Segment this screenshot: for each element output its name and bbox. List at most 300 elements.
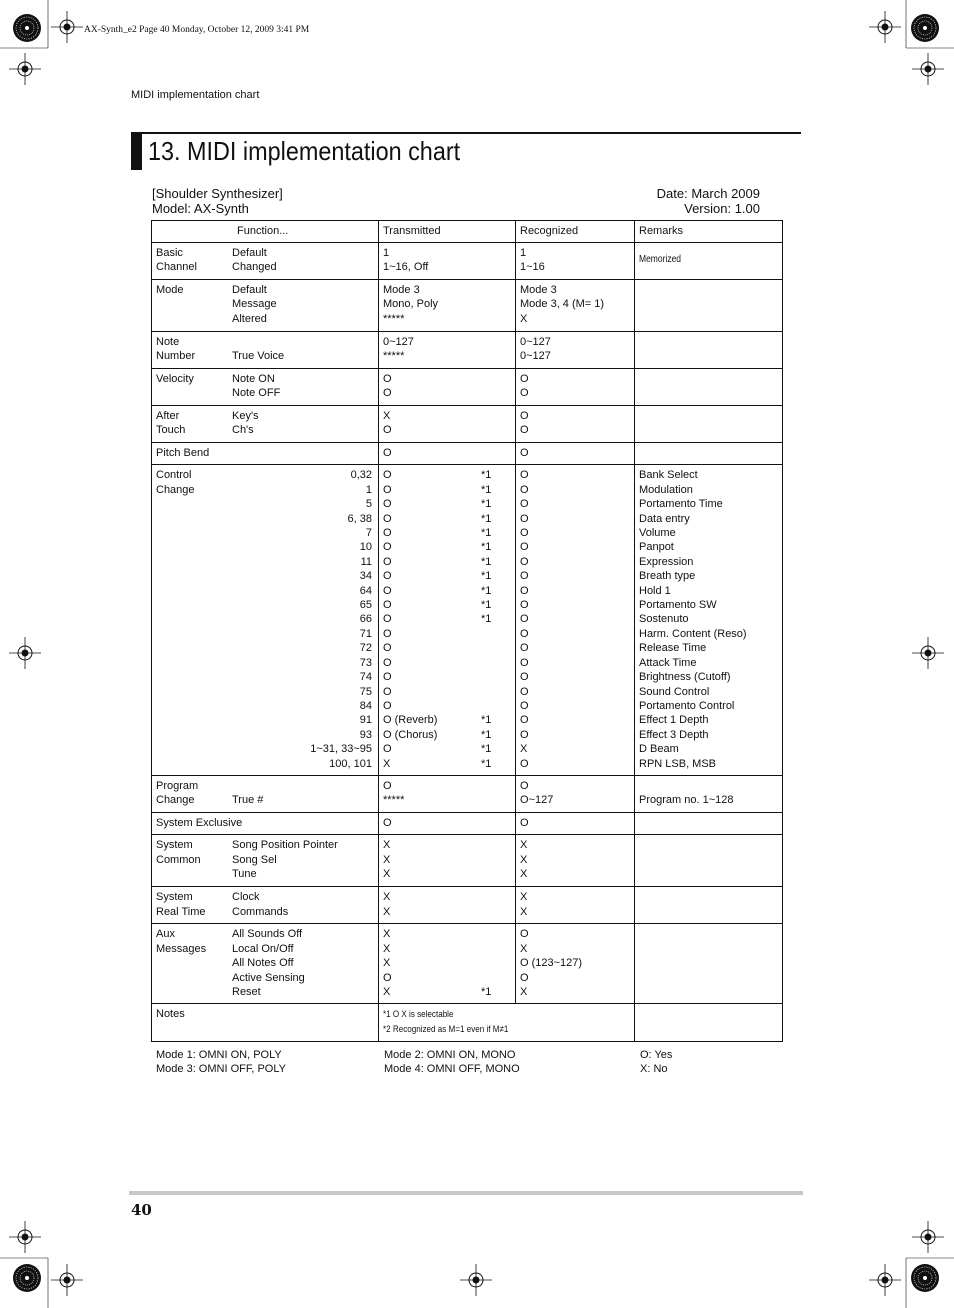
row-label: Number [156,350,196,363]
rx-value: O [520,527,529,540]
rx-value: O [520,387,529,400]
tx-value: O [383,656,392,669]
meta-left [152,186,283,216]
system-common-tx [379,835,516,887]
remark-text: Program no. 1~128 [639,794,734,807]
row-sublabel: Changed [232,261,277,274]
tx-note [481,641,511,655]
table-row [152,835,783,887]
tx-value: ***** [383,350,405,363]
cc-labels [156,468,232,771]
rx-value: O [520,699,529,712]
tx-note: *1 [481,555,492,568]
basic-channel-tx [379,243,516,280]
note-number-rx [516,332,635,369]
tx-note: *1 [481,469,492,482]
remark-text: Volume [639,527,676,540]
tx-value: X [383,942,391,955]
tx-value: 1~16, Off [383,261,429,274]
note-line: *1 O X is selectable [383,1009,454,1021]
model-name: Model: AX-Synth [152,201,249,216]
table-row [152,406,783,443]
tx-value: X [383,839,391,852]
tx-value: Mono, Poly [383,298,439,311]
tx-value: Mode 3 [383,284,420,296]
notes-remarks [635,1004,783,1042]
remark-text: RPN LSB, MSB [639,757,717,770]
note-number-function [152,332,379,369]
tx-value: O [383,373,392,385]
rx-value: O [520,498,529,511]
system-exclusive-tx: O [379,812,516,834]
cc-number: 75 [359,685,372,698]
remark-text: Memorized [639,254,682,266]
tx-note: *1 [481,570,492,583]
cc-number: 71 [359,627,372,640]
tx-note: *1 [481,599,492,612]
control-change-rx [516,465,635,776]
remark-text: Brightness (Cutoff) [639,671,731,684]
rx-value: X [520,839,528,852]
row-sublabel: Default [232,284,267,296]
cc-number: 84 [359,699,372,712]
cc-tx-line [383,512,511,526]
row-label: Aux [156,928,175,941]
row-sublabel: Commands [232,905,289,918]
after-touch-remarks [635,406,783,443]
row-sublabel: Reset [232,985,261,998]
cc-tx-line [383,468,511,482]
title-bar [131,132,801,170]
cc-tx-line [383,612,511,626]
aux-messages-tx [379,924,516,1004]
tx-value: O [383,642,392,655]
row-label [156,867,232,881]
program-change-rx [516,775,635,812]
row-label [156,297,232,311]
cc-number: 11 [360,555,372,568]
tx-value: ***** [383,794,405,807]
control-change-tx [379,465,516,776]
row-sublabel: Local On/Off [232,942,294,955]
pitch-bend-rx: O [516,443,635,465]
rx-value: O [520,373,529,385]
pitch-bend-tx: O [379,443,516,465]
tx-note: *1 [481,512,492,525]
cc-number: 65 [359,599,372,612]
remark-text: Panpot [639,541,674,554]
table-header-row [152,221,783,243]
rx-value: X [520,312,528,325]
tx-value: O [383,527,392,540]
row-sublabel: Default [232,247,267,259]
remark-text: Data entry [639,512,690,525]
system-realtime-rx [516,887,635,924]
cc-tx-line [383,685,511,699]
cc-number: 10 [359,541,372,554]
tx-value: O [383,627,392,640]
tx-value: X [383,905,391,918]
rx-value: O [520,613,529,626]
rx-value: O [520,570,529,583]
row-label: Control [156,469,192,482]
rx-value: O [520,928,529,941]
rx-value: O [520,728,529,741]
system-common-remarks [635,835,783,887]
cc-tx-line [383,742,511,756]
velocity-function [152,369,379,406]
cc-tx-line [383,627,511,641]
cc-number: 34 [359,570,372,583]
tx-value: O (Reverb) [383,714,438,727]
velocity-remarks [635,369,783,406]
tx-value: X [383,928,391,941]
tx-value: O [383,541,392,554]
after-touch-rx [516,406,635,443]
rx-value: 0~127 [520,336,551,348]
tx-value: X [383,410,391,422]
cc-tx-line [383,713,511,727]
midi-implementation-table [151,220,783,1042]
cc-tx-line [383,757,511,771]
velocity-tx [379,369,516,406]
cc-number: 6, 38 [347,512,372,525]
tx-value: X [383,985,391,998]
mode-legend-col2 [384,1048,520,1077]
row-label [156,985,232,999]
remark-text: Harm. Content (Reso) [639,627,747,640]
cc-tx-line [383,526,511,540]
cc-number: 74 [359,671,372,684]
cc-tx-line [383,584,511,598]
row-label: Basic [156,247,183,259]
program-change-tx [379,775,516,812]
rx-value: X [520,905,528,918]
rx-value: O [520,642,529,655]
remark-text: Hold 1 [639,584,671,597]
table-row [152,812,783,834]
row-label: System [156,891,193,904]
tx-value: O [383,743,392,756]
tx-note: *1 [481,714,492,727]
row-sublabel [232,779,374,793]
tx-note: *1 [481,541,492,554]
tx-value: O [383,483,392,496]
tx-note [481,656,511,670]
tx-note: *1 [481,584,492,597]
rx-value: Mode 3 [520,284,557,296]
rx-value: O [520,714,529,727]
cc-tx-line [383,670,511,684]
mode-1-text: Mode 1: OMNI ON, POLY [156,1049,282,1061]
tx-note [481,670,511,684]
tx-note [481,956,511,970]
tx-note: *1 [481,527,492,540]
tx-value: O [383,613,392,626]
row-sublabel: Note OFF [232,387,281,400]
row-label: Change [156,794,195,807]
system-common-function [152,835,379,887]
row-label: Note [156,336,180,348]
rx-value: X [520,743,528,756]
row-label: Velocity [156,373,194,385]
table-row [152,243,783,280]
row-sublabel: All Notes Off [232,957,294,970]
cc-number: 91 [359,714,372,727]
system-exclusive-remarks [635,812,783,834]
cc-number: 7 [365,527,372,540]
cc-tx-line [383,483,511,497]
mode-rx [516,280,635,332]
cc-number: 93 [359,728,372,741]
control-change-remarks [635,465,783,776]
rx-value: O~127 [520,794,554,807]
remark-text: Effect 1 Depth [639,714,709,727]
cc-number: 64 [359,584,372,597]
table-row [152,924,783,1004]
rx-value: O [520,469,529,482]
row-label: Touch [156,424,186,437]
row-label [156,971,232,985]
mode-3-text: Mode 3: OMNI OFF, POLY [156,1063,286,1076]
program-change-remarks [635,775,783,812]
tx-note: *1 [481,743,492,756]
row-sublabel: Tune [232,868,257,881]
rx-value: 1~16 [520,261,545,274]
rx-value: O [520,541,529,554]
row-label: System [156,839,193,852]
rx-value: O [520,656,529,669]
remark-text: Expression [639,555,694,568]
rx-value: 1 [520,247,527,259]
remark-text: Attack Time [639,656,697,669]
table-row [152,443,783,465]
note-number-tx [379,332,516,369]
system-common-rx [516,835,635,887]
row-sublabel: Note ON [232,373,275,385]
tx-value: 0~127 [383,336,414,348]
remark-text: Modulation [639,483,693,496]
aux-messages-rx [516,924,635,1004]
cc-number: 1 [365,483,372,496]
basic-channel-rx [516,243,635,280]
rx-value: O [520,599,529,612]
remark-text: Portamento SW [639,599,717,612]
rx-value: O [520,685,529,698]
rx-value: X [520,853,528,866]
tx-note: *1 [481,613,492,626]
table-row [152,887,783,924]
tx-note [481,971,511,985]
chart-version: Version: 1.00 [684,201,760,216]
tx-note [481,927,511,941]
cc-tx-line [383,598,511,612]
row-sublabel: Altered [232,312,267,325]
row-sublabel: Ch's [232,424,254,437]
aux-messages-remarks [635,924,783,1004]
row-label: Program [156,779,199,792]
notes-text [379,1004,635,1042]
remark-text: Sostenuto [639,613,689,626]
rx-value: X [520,891,528,904]
notes-label: Notes [152,1004,379,1042]
remark-text: Portamento Time [639,498,723,511]
row-label [156,312,232,326]
table-row [152,465,783,776]
tx-value: O [383,424,392,437]
tx-note: *1 [481,728,492,741]
cc-tx-line [383,656,511,670]
tx-note [481,627,511,641]
tx-value: O [383,671,392,684]
row-label [156,956,232,970]
remark-text: Portamento Control [639,699,735,712]
mode-4-text: Mode 4: OMNI OFF, MONO [384,1063,520,1076]
row-label: Change [156,483,195,496]
tx-value: O [383,971,392,984]
header-transmitted: Transmitted [379,221,516,243]
tx-value: O [383,570,392,583]
tx-note: *1 [481,483,492,496]
row-label: Channel [156,261,197,274]
page-number: 40 [131,1201,152,1219]
row-sublabel [232,335,374,349]
row-sublabel: Song Position Pointer [232,839,338,852]
cc-tx-line [383,728,511,742]
print-info: AX-Synth_e2 Page 40 Monday, October 12, 2009 3:41 PM [84,25,310,35]
cc-number: 73 [359,656,372,669]
row-sublabel: Song Sel [232,853,277,866]
tx-value: X [383,757,391,770]
cc-number: 100, 101 [329,757,372,770]
row-label: Messages [156,942,207,955]
rx-value: X [520,942,528,955]
table-row [152,775,783,812]
tx-value: O [383,599,392,612]
rx-value: O [520,971,529,984]
tx-value: X [383,868,391,881]
rx-value: X [520,985,528,998]
tx-value: X [383,853,391,866]
basic-channel-function [152,243,379,280]
row-sublabel: Active Sensing [232,971,305,984]
system-exclusive-rx: O [516,812,635,834]
tx-value: X [383,957,391,970]
rx-value: O [520,757,529,770]
cc-tx-line [383,555,511,569]
row-sublabel: True Voice [232,350,285,363]
velocity-rx [516,369,635,406]
rx-value: O [520,584,529,597]
mode-function [152,280,379,332]
row-sublabel: Message [232,298,277,311]
mode-legend-col1 [156,1048,286,1077]
tx-note [481,942,511,956]
tx-value: O [383,469,392,482]
mode-2-text: Mode 2: OMNI ON, MONO [384,1049,516,1061]
pitch-bend-function: Pitch Bend [152,443,379,465]
cc-number: 72 [359,642,372,655]
cc-number: 1~31, 33~95 [310,743,372,756]
tx-value: O [383,498,392,511]
rx-value: O [520,483,529,496]
tx-value: O [383,699,392,712]
table-row [152,369,783,406]
row-label: Real Time [156,905,206,918]
table-row [152,1004,783,1042]
program-change-function [152,775,379,812]
note-number-remarks [635,332,783,369]
rx-value: O [520,671,529,684]
remark-text: Bank Select [639,469,698,482]
rx-value: O [520,627,529,640]
control-change-function [152,465,379,776]
remark-text: Sound Control [639,685,710,698]
cc-tx-line [383,540,511,554]
tx-note: *1 [481,498,492,511]
rx-value: Mode 3, 4 (M= 1) [520,298,605,311]
basic-channel-remarks [635,243,783,280]
cc-tx-line [383,569,511,583]
row-label: Common [156,853,201,866]
cc-number: 5 [365,498,372,511]
page-title: 13. MIDI implementation chart [148,136,461,166]
system-realtime-remarks [635,887,783,924]
mode-remarks [635,280,783,332]
title-block [131,134,142,170]
table-row [152,332,783,369]
mode-tx [379,280,516,332]
yes-no-legend [640,1048,672,1077]
cc-numbers [232,468,374,771]
note-line: *2 Recognized as M=1 even if M≠1 [383,1024,509,1036]
row-sublabel: Key's [232,410,259,422]
row-sublabel: Clock [232,891,260,904]
meta-right [560,186,760,216]
row-label: After [156,410,180,422]
rx-value: O [520,779,529,792]
cc-tx-line [383,699,511,713]
cc-tx-line [383,497,511,511]
aux-messages-function [152,924,379,1004]
remark-text: Breath type [639,570,696,583]
no-legend: X: No [640,1063,668,1076]
table-row [152,280,783,332]
system-exclusive-function: System Exclusive [152,812,379,834]
row-label [156,386,232,400]
rx-value: O [520,555,529,568]
tx-note [481,685,511,699]
row-sublabel: True # [232,794,264,807]
rx-value: 0~127 [520,350,551,363]
chart-date: Date: March 2009 [656,186,760,201]
tx-note: *1 [481,985,492,998]
rx-value: O [520,410,529,422]
tx-value: O [383,779,392,792]
tx-value: O [383,512,392,525]
tx-value: O [383,685,392,698]
row-label: Mode [156,284,184,296]
after-touch-function [152,406,379,443]
rx-value: O (123~127) [520,957,583,970]
tx-note [481,699,511,713]
row-sublabel: All Sounds Off [232,928,303,941]
system-realtime-tx [379,887,516,924]
cc-number: 66 [359,613,372,626]
tx-value: X [383,891,391,904]
header-remarks: Remarks [635,221,783,243]
header-function: Function... [152,221,379,243]
